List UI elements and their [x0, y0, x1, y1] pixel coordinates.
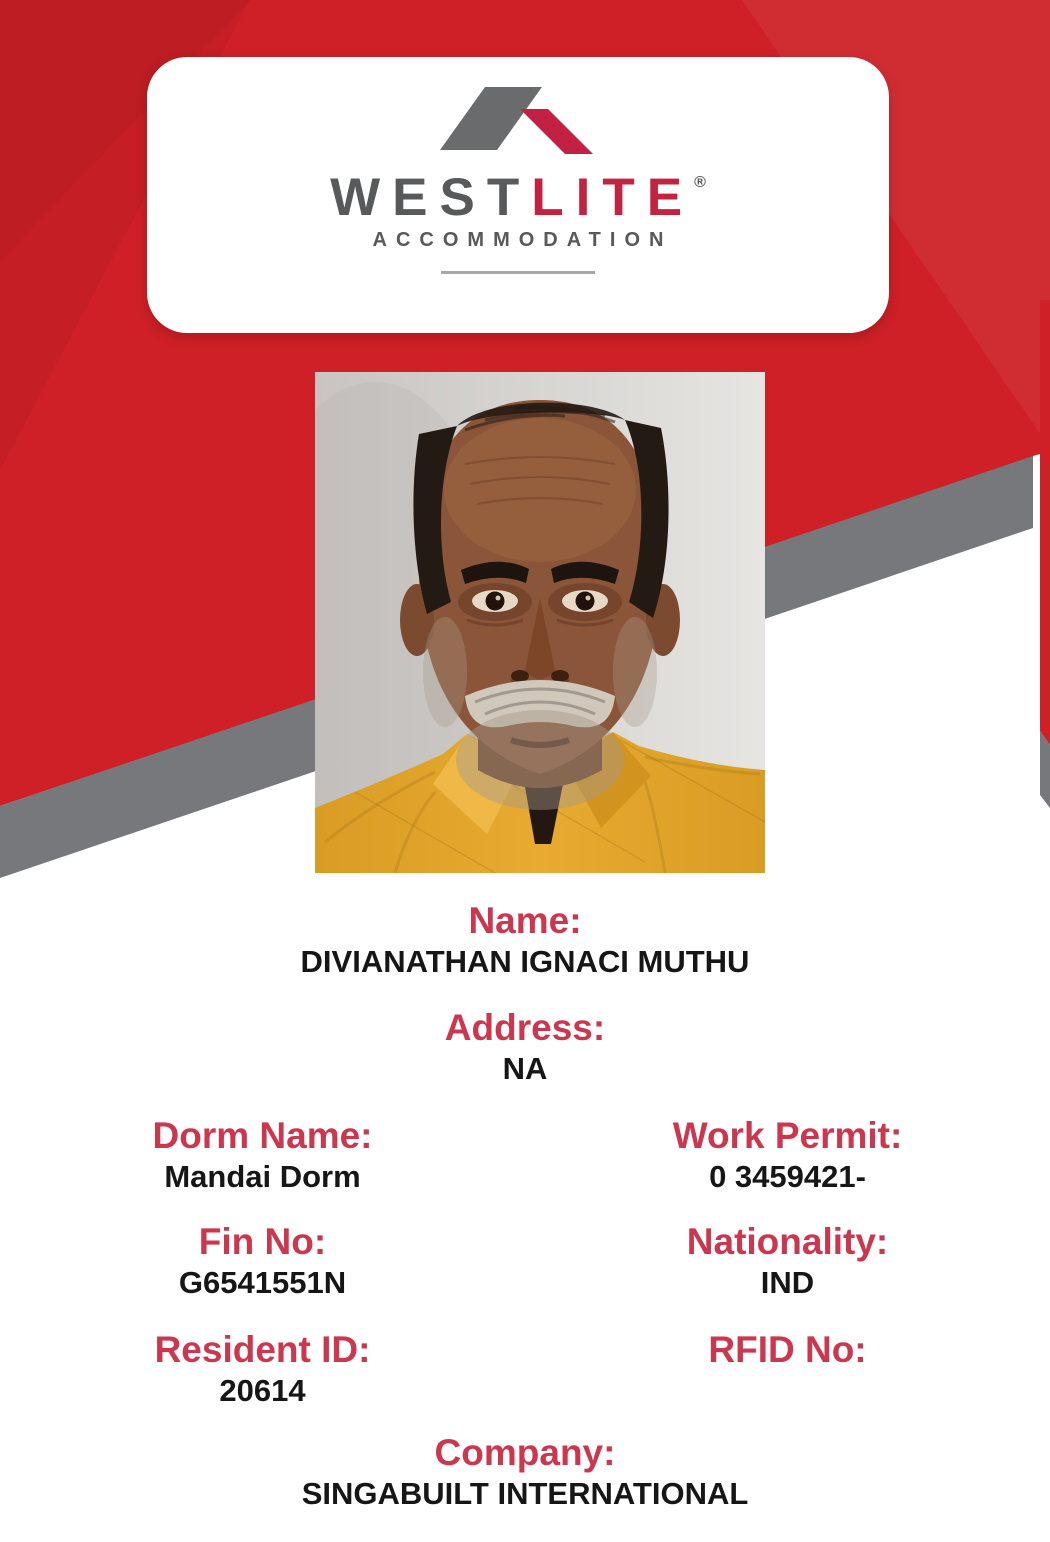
- field-row-residentid-rfid: [0, 1329, 1050, 1411]
- field-row-dorm-workpermit: [0, 1115, 1050, 1197]
- company-value: SINGABUILT INTERNATIONAL: [301, 1476, 749, 1511]
- company-label: Company:: [434, 1432, 616, 1473]
- westlite-wordmark: [147, 167, 889, 228]
- logo-divider-line: [441, 271, 595, 274]
- field-company: [0, 1432, 1050, 1514]
- nationality-label: Nationality:: [686, 1221, 889, 1262]
- dorm-name-value: Mandai Dorm: [164, 1159, 361, 1194]
- name-label: Name:: [468, 900, 582, 941]
- name-value: DIVIANATHAN IGNACI MUTHU: [300, 944, 750, 979]
- westlite-roof-icon: [432, 84, 597, 156]
- field-nationality: [525, 1221, 1050, 1303]
- work-permit-value: 0 3459421-: [709, 1159, 866, 1194]
- resident-id-value: 20614: [219, 1373, 306, 1408]
- fin-no-label: Fin No:: [198, 1221, 327, 1262]
- field-fin-no: [0, 1221, 525, 1303]
- fin-no-value: G6541551N: [178, 1265, 347, 1300]
- resident-id-label: Resident ID:: [154, 1329, 371, 1370]
- field-name: [0, 900, 1050, 982]
- work-permit-label: Work Permit:: [672, 1115, 903, 1156]
- registered-trademark-mark: ®: [694, 174, 706, 191]
- field-address: [0, 1007, 1050, 1089]
- field-resident-id: [0, 1329, 525, 1411]
- address-label: Address:: [444, 1007, 606, 1048]
- resident-photo: [315, 372, 765, 873]
- rfid-no-label: RFID No:: [708, 1329, 867, 1370]
- brand-card: [147, 57, 889, 333]
- field-work-permit: [525, 1115, 1050, 1197]
- logo-tagline: ACCOMMODATION: [372, 229, 673, 251]
- wordmark-west: WEST: [330, 168, 532, 227]
- dorm-name-label: Dorm Name:: [152, 1115, 373, 1156]
- field-dorm-name: [0, 1115, 525, 1197]
- wordmark-lite: LITE: [531, 168, 695, 227]
- address-value: NA: [502, 1051, 548, 1086]
- field-row-fin-nationality: [0, 1221, 1050, 1303]
- nationality-value: IND: [760, 1265, 815, 1300]
- field-rfid-no: [525, 1329, 1050, 1411]
